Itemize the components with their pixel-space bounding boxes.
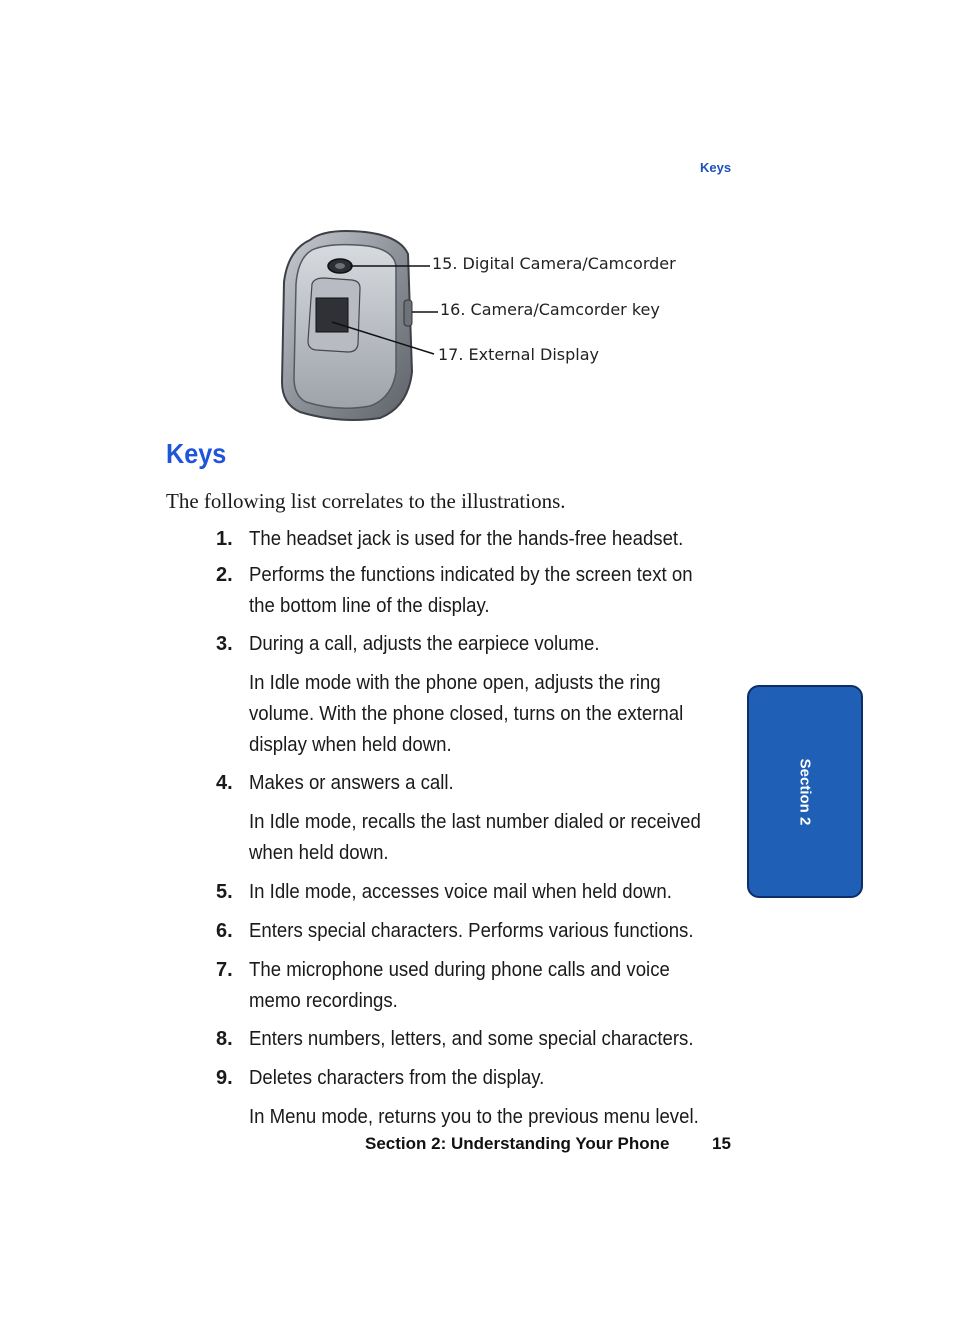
item-extra-text: In Idle mode, recalls the last number dialed or received when held down.	[249, 811, 701, 864]
item-number: 5.	[216, 881, 233, 903]
side-tab-label: Section 2	[796, 758, 814, 825]
item-text: Enters special characters. Performs various functions.	[249, 920, 694, 942]
item-text: Makes or answers a call.	[249, 772, 454, 794]
item-text: In Idle mode, accesses voice mail when held down.	[249, 881, 672, 903]
item-text: The microphone used during phone calls and voice memo recordings.	[249, 959, 670, 1012]
item-text: Performs the functions indicated by the screen text on the bottom line of the display.	[249, 564, 693, 617]
camera-key	[404, 300, 412, 326]
item-text: Deletes characters from the display.	[249, 1067, 545, 1089]
running-header: Keys	[700, 160, 732, 175]
item-text: The headset jack is used for the hands-free headset.	[249, 528, 684, 550]
item-extra-text: In Menu mode, returns you to the previous menu level.	[249, 1106, 699, 1128]
callout-17: 17. External Display	[438, 345, 599, 364]
intro-text: The following list correlates to the illustrations.	[166, 489, 566, 513]
item-number: 6.	[216, 920, 233, 942]
item-number: 9.	[216, 1067, 233, 1089]
item-number: 1.	[216, 528, 233, 550]
item-number: 4.	[216, 772, 233, 794]
item-text: During a call, adjusts the earpiece volume.	[249, 633, 600, 655]
external-display-screen	[316, 298, 348, 332]
item-number: 8.	[216, 1028, 233, 1050]
section-title: Keys	[166, 438, 227, 469]
footer-page-number: 15	[712, 1134, 731, 1153]
footer-section-label: Section 2: Understanding Your Phone	[365, 1134, 670, 1153]
callout-15: 15. Digital Camera/Camcorder	[432, 254, 676, 273]
item-text: Enters numbers, letters, and some special characters.	[249, 1028, 694, 1050]
phone-illustration	[270, 222, 690, 427]
item-number: 7.	[216, 959, 233, 981]
item-number: 2.	[216, 564, 233, 586]
callout-16: 16. Camera/Camcorder key	[440, 300, 660, 319]
item-number: 3.	[216, 633, 233, 655]
item-extra-text: In Idle mode with the phone open, adjusts the ring volume. With the phone closed, turns on the external display when held down.	[249, 672, 684, 756]
phone-diagram	[270, 222, 690, 427]
section-side-tab	[747, 685, 863, 898]
